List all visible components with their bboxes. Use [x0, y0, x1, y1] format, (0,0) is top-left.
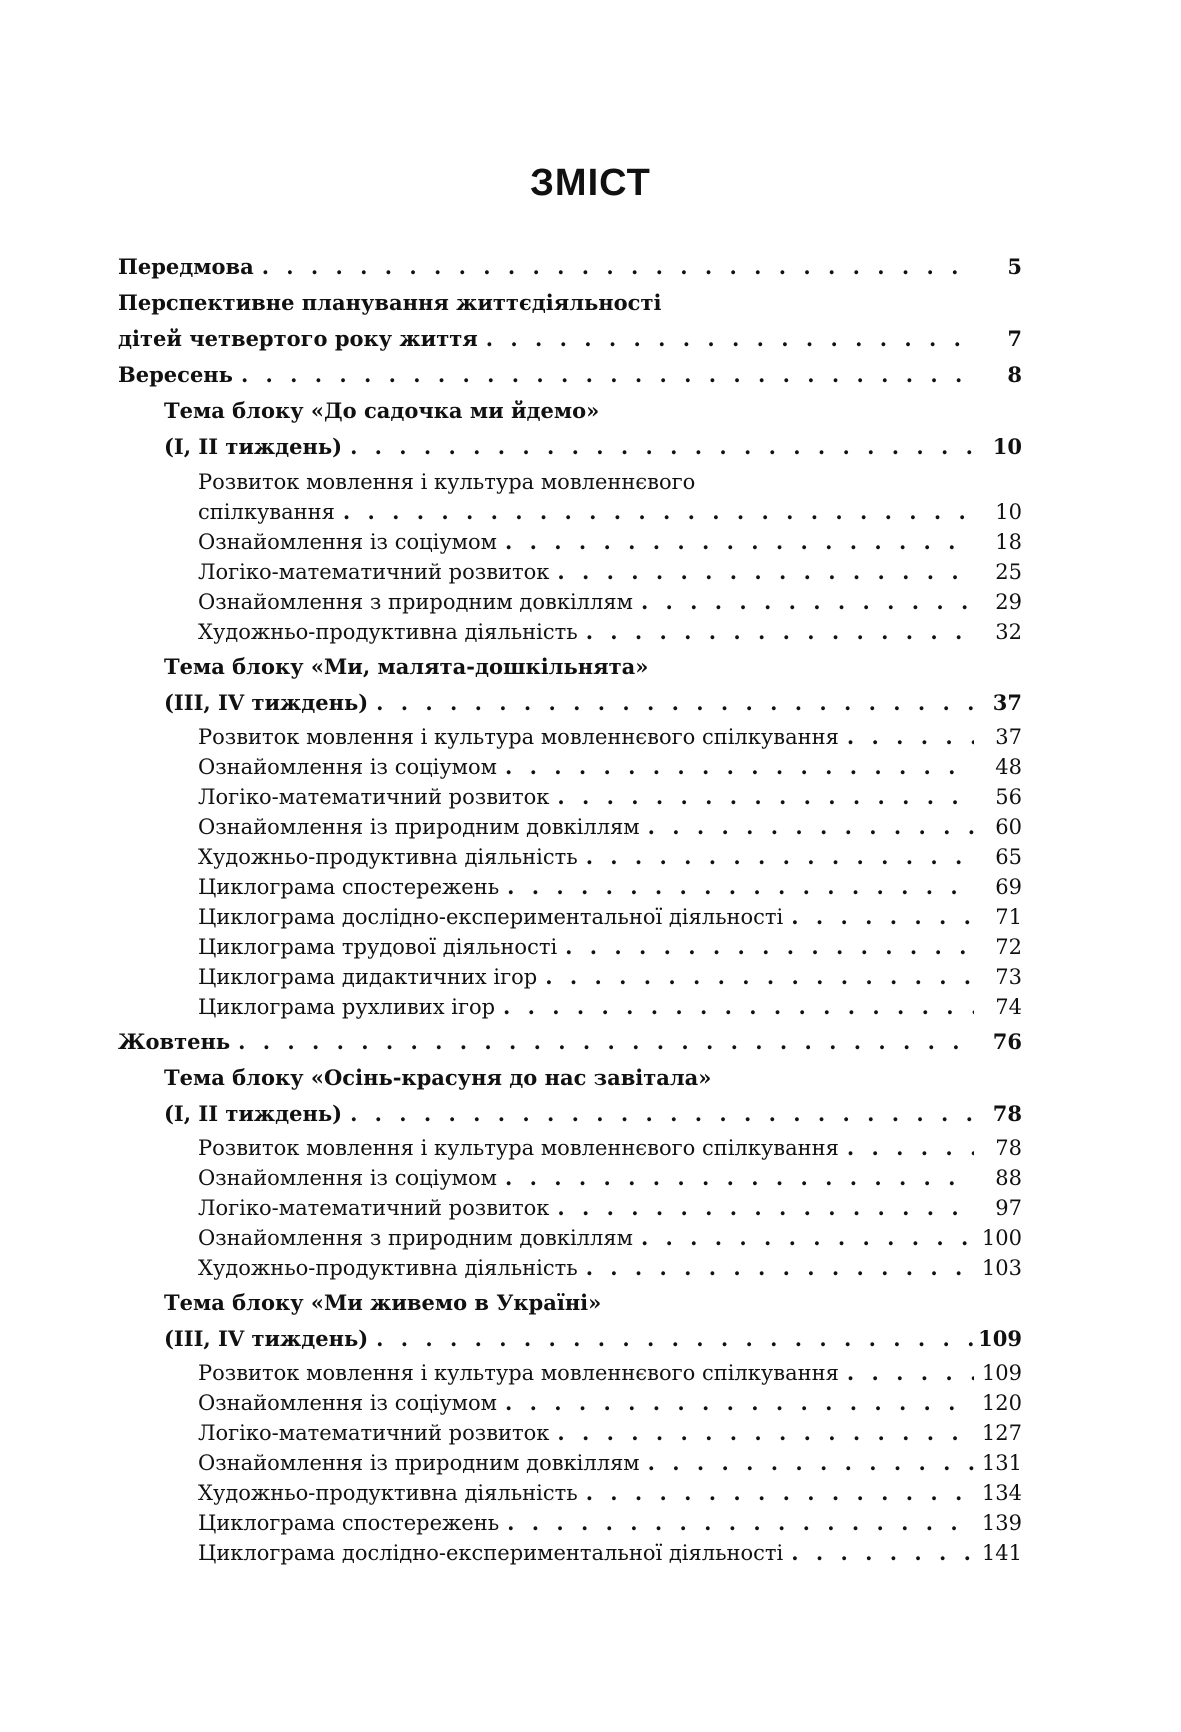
toc-entry [164, 396, 1022, 426]
toc-entry-page: 69 [995, 875, 1022, 899]
toc-entry[interactable] [198, 812, 1022, 842]
toc-entry[interactable] [198, 872, 1022, 902]
toc-entry[interactable] [198, 1223, 1022, 1253]
toc-entry-title: Логіко-математичний розвиток [198, 1421, 550, 1445]
dot-leader [586, 842, 974, 872]
toc-entry[interactable] [198, 752, 1022, 782]
toc-entry[interactable] [198, 1418, 1022, 1448]
toc-entry [164, 1288, 1022, 1318]
toc-entry-page: 78 [995, 1136, 1022, 1160]
toc-entry[interactable] [198, 1253, 1022, 1283]
toc-entry-page: 76 [992, 1029, 1022, 1054]
dot-leader [503, 992, 974, 1022]
toc-entry-title: Ознайомлення із соціумом [198, 755, 497, 779]
toc-entry-title: Логіко-математичний розвиток [198, 560, 550, 584]
toc-entry-page: 97 [995, 1196, 1022, 1220]
toc-entry-title: Розвиток мовлення і культура мовленнєвого спілкування [198, 1136, 839, 1160]
toc-entry-title: Вересень [118, 362, 233, 387]
toc-entry-page: 73 [995, 965, 1022, 989]
dot-leader [376, 1324, 974, 1354]
toc-entry-page: 78 [992, 1101, 1022, 1126]
toc-entry[interactable] [198, 527, 1022, 557]
toc-entry[interactable] [198, 1448, 1022, 1478]
toc-entry-page: 8 [1007, 362, 1022, 387]
toc-entry-title: Ознайомлення із соціумом [198, 1391, 497, 1415]
toc-entry-title: Тема блоку «Осінь-красуня до нас завітала» [164, 1065, 712, 1090]
toc-entry-title: Циклограма спостережень [198, 875, 500, 899]
dot-leader [847, 1133, 974, 1163]
toc-entry-page: 56 [995, 785, 1022, 809]
toc-entry-page: 10 [995, 500, 1022, 524]
toc-entry-title: Тема блоку «Ми, малята-дошкільнята» [164, 654, 649, 679]
toc-entry-title: Тема блоку «До садочка ми йдемо» [164, 398, 600, 423]
dot-leader [847, 1358, 974, 1388]
dot-leader [847, 722, 974, 752]
toc-entry-page: 25 [995, 560, 1022, 584]
dot-leader [648, 1448, 974, 1478]
toc-entry[interactable] [198, 1193, 1022, 1223]
toc-entry-page: 103 [981, 1256, 1022, 1280]
toc-entry-title: Логіко-математичний розвиток [198, 785, 550, 809]
dot-leader [350, 432, 974, 462]
toc-entry-page: 29 [995, 590, 1022, 614]
toc-entry-title: Циклограма дидактичних ігор [198, 965, 538, 989]
toc-entry-title: Ознайомлення із природним довкіллям [198, 1451, 640, 1475]
dot-leader [586, 1253, 974, 1283]
toc-entry[interactable] [164, 432, 1022, 462]
toc-entry[interactable] [118, 1027, 1022, 1057]
dot-leader [350, 1099, 974, 1129]
toc-entry-title: Циклограма трудової діяльності [198, 935, 558, 959]
toc-entry-page: 88 [995, 1166, 1022, 1190]
dot-leader [343, 497, 974, 527]
toc-entry-page: 37 [995, 725, 1022, 749]
toc-entry[interactable] [198, 1508, 1022, 1538]
toc-entry[interactable] [164, 1099, 1022, 1129]
dot-leader [507, 1508, 974, 1538]
toc-entry-page: 71 [995, 905, 1022, 929]
dot-leader [791, 902, 974, 932]
toc-entry-page: 141 [981, 1541, 1022, 1565]
toc-entry-title: Розвиток мовлення і культура мовленнєвого спілкування [198, 725, 839, 749]
dot-leader [586, 617, 974, 647]
toc-entry-title: дітей четвертого року життя [118, 326, 478, 351]
toc-entry [164, 1063, 1022, 1093]
toc-entry-page: 100 [981, 1226, 1022, 1250]
toc-entry[interactable] [198, 1358, 1022, 1388]
toc-entry-page: 134 [981, 1481, 1022, 1505]
toc-entry[interactable] [164, 688, 1022, 718]
toc-entry[interactable] [198, 617, 1022, 647]
toc-entry-title: Передмова [118, 254, 254, 279]
toc-entry [198, 467, 1022, 497]
toc-entry-page: 37 [992, 690, 1022, 715]
toc-entry[interactable] [198, 1538, 1022, 1568]
toc-entry-page: 65 [995, 845, 1022, 869]
toc-entry[interactable] [198, 1388, 1022, 1418]
toc-entry-title: Ознайомлення із природним довкіллям [198, 815, 640, 839]
toc-entry[interactable] [164, 1324, 1022, 1354]
toc-entry-page: 7 [1007, 326, 1022, 351]
dot-leader [238, 1027, 974, 1057]
toc-entry-title: (ІІІ, ІV тиждень) [164, 690, 369, 715]
dot-leader [565, 932, 974, 962]
toc-entry-page: 109 [978, 1326, 1022, 1351]
toc-entry[interactable] [118, 324, 1022, 354]
dot-leader [586, 1478, 974, 1508]
toc-entry-title: спілкування [198, 500, 335, 524]
toc-entry [118, 288, 1022, 318]
toc-entry-title: Перспективне планування життєдіяльності [118, 290, 662, 315]
toc-entry-title: Художньо-продуктивна діяльність [198, 1481, 578, 1505]
dot-leader [505, 1388, 974, 1418]
dot-leader [486, 324, 974, 354]
toc-entry-title: Тема блоку «Ми живемо в Україні» [164, 1290, 602, 1315]
page-title: ЗМІСТ [530, 162, 651, 204]
toc-entry[interactable] [198, 1133, 1022, 1163]
toc-entry-title: Циклограма спостережень [198, 1511, 500, 1535]
toc-entry-title: (І, ІІ тиждень) [164, 1101, 343, 1126]
toc-entry[interactable] [118, 252, 1022, 282]
dot-leader [505, 752, 974, 782]
dot-leader [641, 587, 974, 617]
toc-entry-title: Художньо-продуктивна діяльність [198, 1256, 578, 1280]
toc-entry-title: Художньо-продуктивна діяльність [198, 620, 578, 644]
toc-entry-title: Художньо-продуктивна діяльність [198, 845, 578, 869]
dot-leader [641, 1223, 974, 1253]
toc-entry[interactable] [198, 1163, 1022, 1193]
toc-entry[interactable] [198, 992, 1022, 1022]
toc-entry-title: Ознайомлення із соціумом [198, 530, 497, 554]
toc-entry[interactable] [198, 722, 1022, 752]
dot-leader [648, 812, 974, 842]
toc-entry-title: Циклограма дослідно-експериментальної діяльності [198, 1541, 784, 1565]
toc-entry-page: 10 [992, 434, 1022, 459]
toc-entry[interactable] [118, 360, 1022, 390]
dot-leader [557, 557, 974, 587]
toc-entry-title: (І, ІІ тиждень) [164, 434, 343, 459]
toc-entry-page: 74 [995, 995, 1022, 1019]
dot-leader [557, 1193, 974, 1223]
toc-entry-page: 32 [995, 620, 1022, 644]
toc-entry-title: Циклограма рухливих ігор [198, 995, 496, 1019]
toc-entry-page: 139 [981, 1511, 1022, 1535]
toc-entry-page: 127 [981, 1421, 1022, 1445]
toc-entry-title: Логіко-математичний розвиток [198, 1196, 550, 1220]
dot-leader [376, 688, 974, 718]
toc-entry-title: Жовтень [118, 1029, 231, 1054]
toc-entry[interactable] [198, 497, 1022, 527]
toc-entry-page: 109 [981, 1361, 1022, 1385]
dot-leader [557, 1418, 974, 1448]
toc-entry[interactable] [198, 587, 1022, 617]
dot-leader [791, 1538, 974, 1568]
dot-leader [262, 252, 974, 282]
toc-entry[interactable] [198, 1478, 1022, 1508]
dot-leader [557, 782, 974, 812]
toc-entry[interactable] [198, 902, 1022, 932]
dot-leader [505, 527, 974, 557]
toc-entry-title: Ознайомлення із соціумом [198, 1166, 497, 1190]
dot-leader [507, 872, 974, 902]
toc-entry-title: Ознайомлення з природним довкіллям [198, 1226, 633, 1250]
toc-entry-page: 120 [981, 1391, 1022, 1415]
toc-entry-page: 131 [981, 1451, 1022, 1475]
toc-entry-page: 48 [995, 755, 1022, 779]
toc-entry-page: 18 [995, 530, 1022, 554]
toc-entry[interactable] [198, 932, 1022, 962]
toc-entry[interactable] [198, 782, 1022, 812]
toc-entry[interactable] [198, 962, 1022, 992]
toc-entry-title: Розвиток мовлення і культура мовленнєвого [198, 470, 696, 494]
toc-entry [164, 652, 1022, 682]
toc-entry-title: Ознайомлення з природним довкіллям [198, 590, 633, 614]
toc-entry[interactable] [198, 557, 1022, 587]
toc-entry-title: Розвиток мовлення і культура мовленнєвого спілкування [198, 1361, 839, 1385]
toc-entry-page: 5 [1007, 254, 1022, 279]
toc-entry-title: Циклограма дослідно-експериментальної діяльності [198, 905, 784, 929]
toc-entry-page: 60 [995, 815, 1022, 839]
toc-entry-page: 72 [995, 935, 1022, 959]
toc-entry[interactable] [198, 842, 1022, 872]
dot-leader [505, 1163, 974, 1193]
toc-entry-title: (ІІІ, ІV тиждень) [164, 1326, 369, 1351]
dot-leader [241, 360, 974, 390]
dot-leader [545, 962, 974, 992]
